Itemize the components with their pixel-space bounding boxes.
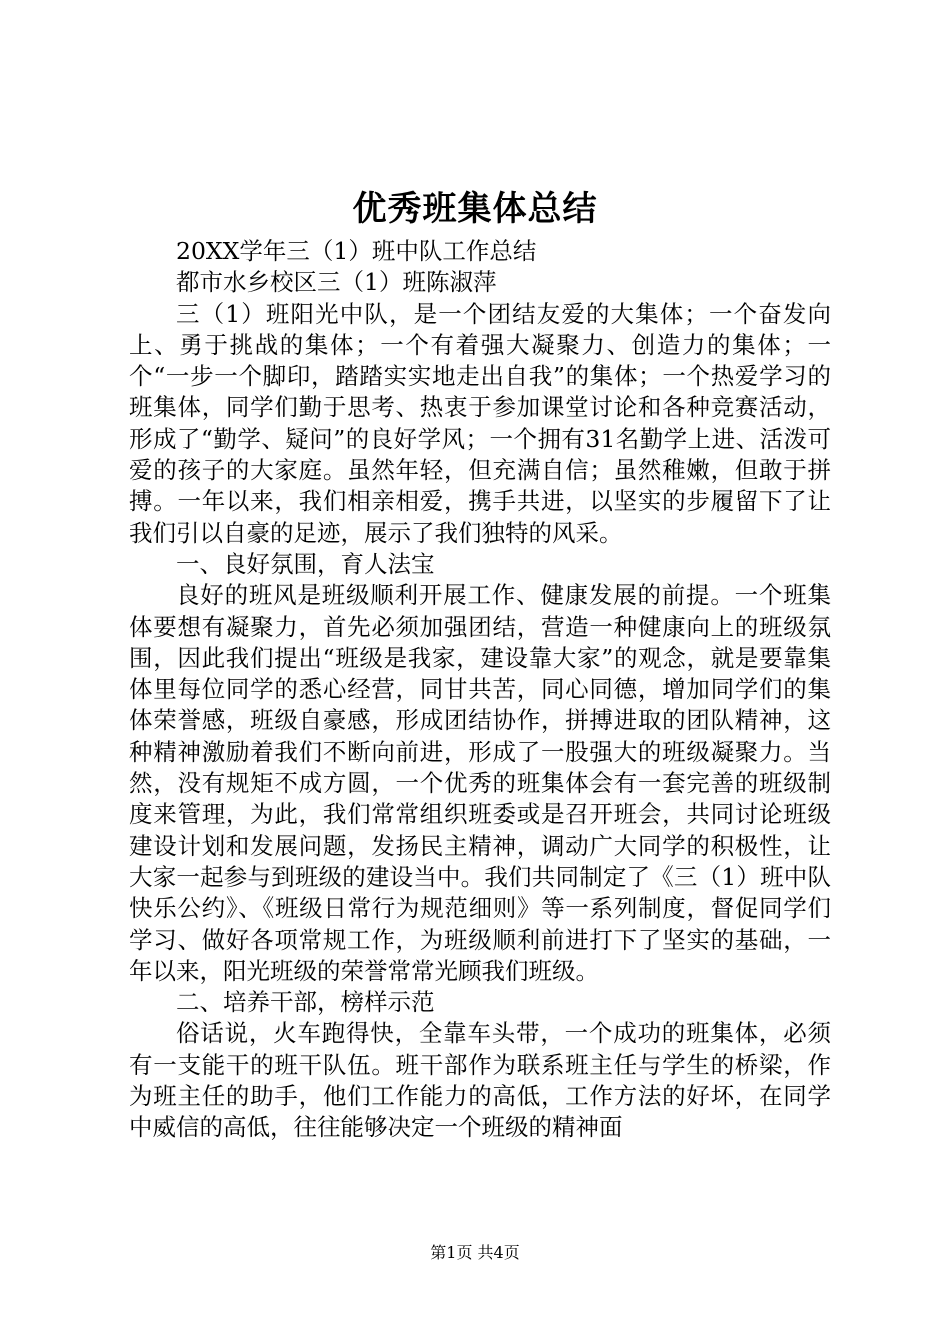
author-line: 都市水乡校区三（1）班陈淑萍 <box>176 268 497 297</box>
subtitle-line: 20XX学年三（1）班中队工作总结 <box>176 237 537 265</box>
section-heading-2: 二、培养干部，榜样示范 <box>176 988 435 1017</box>
intro-paragraph: 三（1）班阳光中队，是一个团结友爱的大集体；一个奋发向上、勇于挑战的集体；一个有着强大凝聚力、创造力的集体；一个“一步一个脚印，踏踏实实地走出自我”的集体；一个热爱学习的班集体，同学们勤于思考、热衷于参加课堂讨论和各种竞赛活动，形成了“勤学、疑问”的良好学风；一个拥有31名勤学上进、活泼可爱的孩子的大家庭。虽然年轻，但充满自信；虽然稚嫩，但敢于拼搏。一年以来，我们相亲相爱，携手共进，以坚实的步履留下了让我们引以自豪的足迹，展示了我们独特的风采。 <box>129 299 831 547</box>
document-body <box>129 236 831 1144</box>
section-heading-1: 一、良好氛围，育人法宝 <box>176 549 435 578</box>
document-title: 优秀班集体总结 <box>352 189 598 229</box>
section-1-paragraph: 良好的班风是班级顺利开展工作、健康发展的前提。一个班集体要想有凝聚力，首先必须加强团结，营造一种健康向上的班级氛围，因此我们提出“班级是我家，建设靠大家”的观念，就是要靠集体里每位同学的悉心经营，同甘共苦，同心同德，增加同学们的集体荣誉感，班级自豪感，形成团结协作，拼搏进取的团队精神，这种精神激励着我们不断向前进，形成了一股强大的班级凝聚力。当然，没有规矩不成方圆，一个优秀的班集体会有一套完善的班级制度来管理，为此，我们常常组织班委或是召开班会，共同讨论班级建设计划和发展问题，发扬民主精神，调动广大同学的积极性，让大家一起参与到班级的建设当中。我们共同制定了《三（1）班中队快乐公约》、《班级日常行为规范细则》等一系列制度，督促同学们学习、做好各项常规工作，为班级顺利前进打下了坚实的基础，一年以来，阳光班级的荣誉常常光顾我们班级。 <box>129 581 831 985</box>
section-2-paragraph: 俗话说，火车跑得快，全靠车头带，一个成功的班集体，必须有一支能干的班干队伍。班干部作为联系班主任与学生的桥梁，作为班主任的助手，他们工作能力的高低，工作方法的好坏，在同学中威信的高低，往往能够决定一个班级的精神面 <box>129 1019 831 1142</box>
page-footer: 第1页 共4页 <box>430 1243 520 1262</box>
